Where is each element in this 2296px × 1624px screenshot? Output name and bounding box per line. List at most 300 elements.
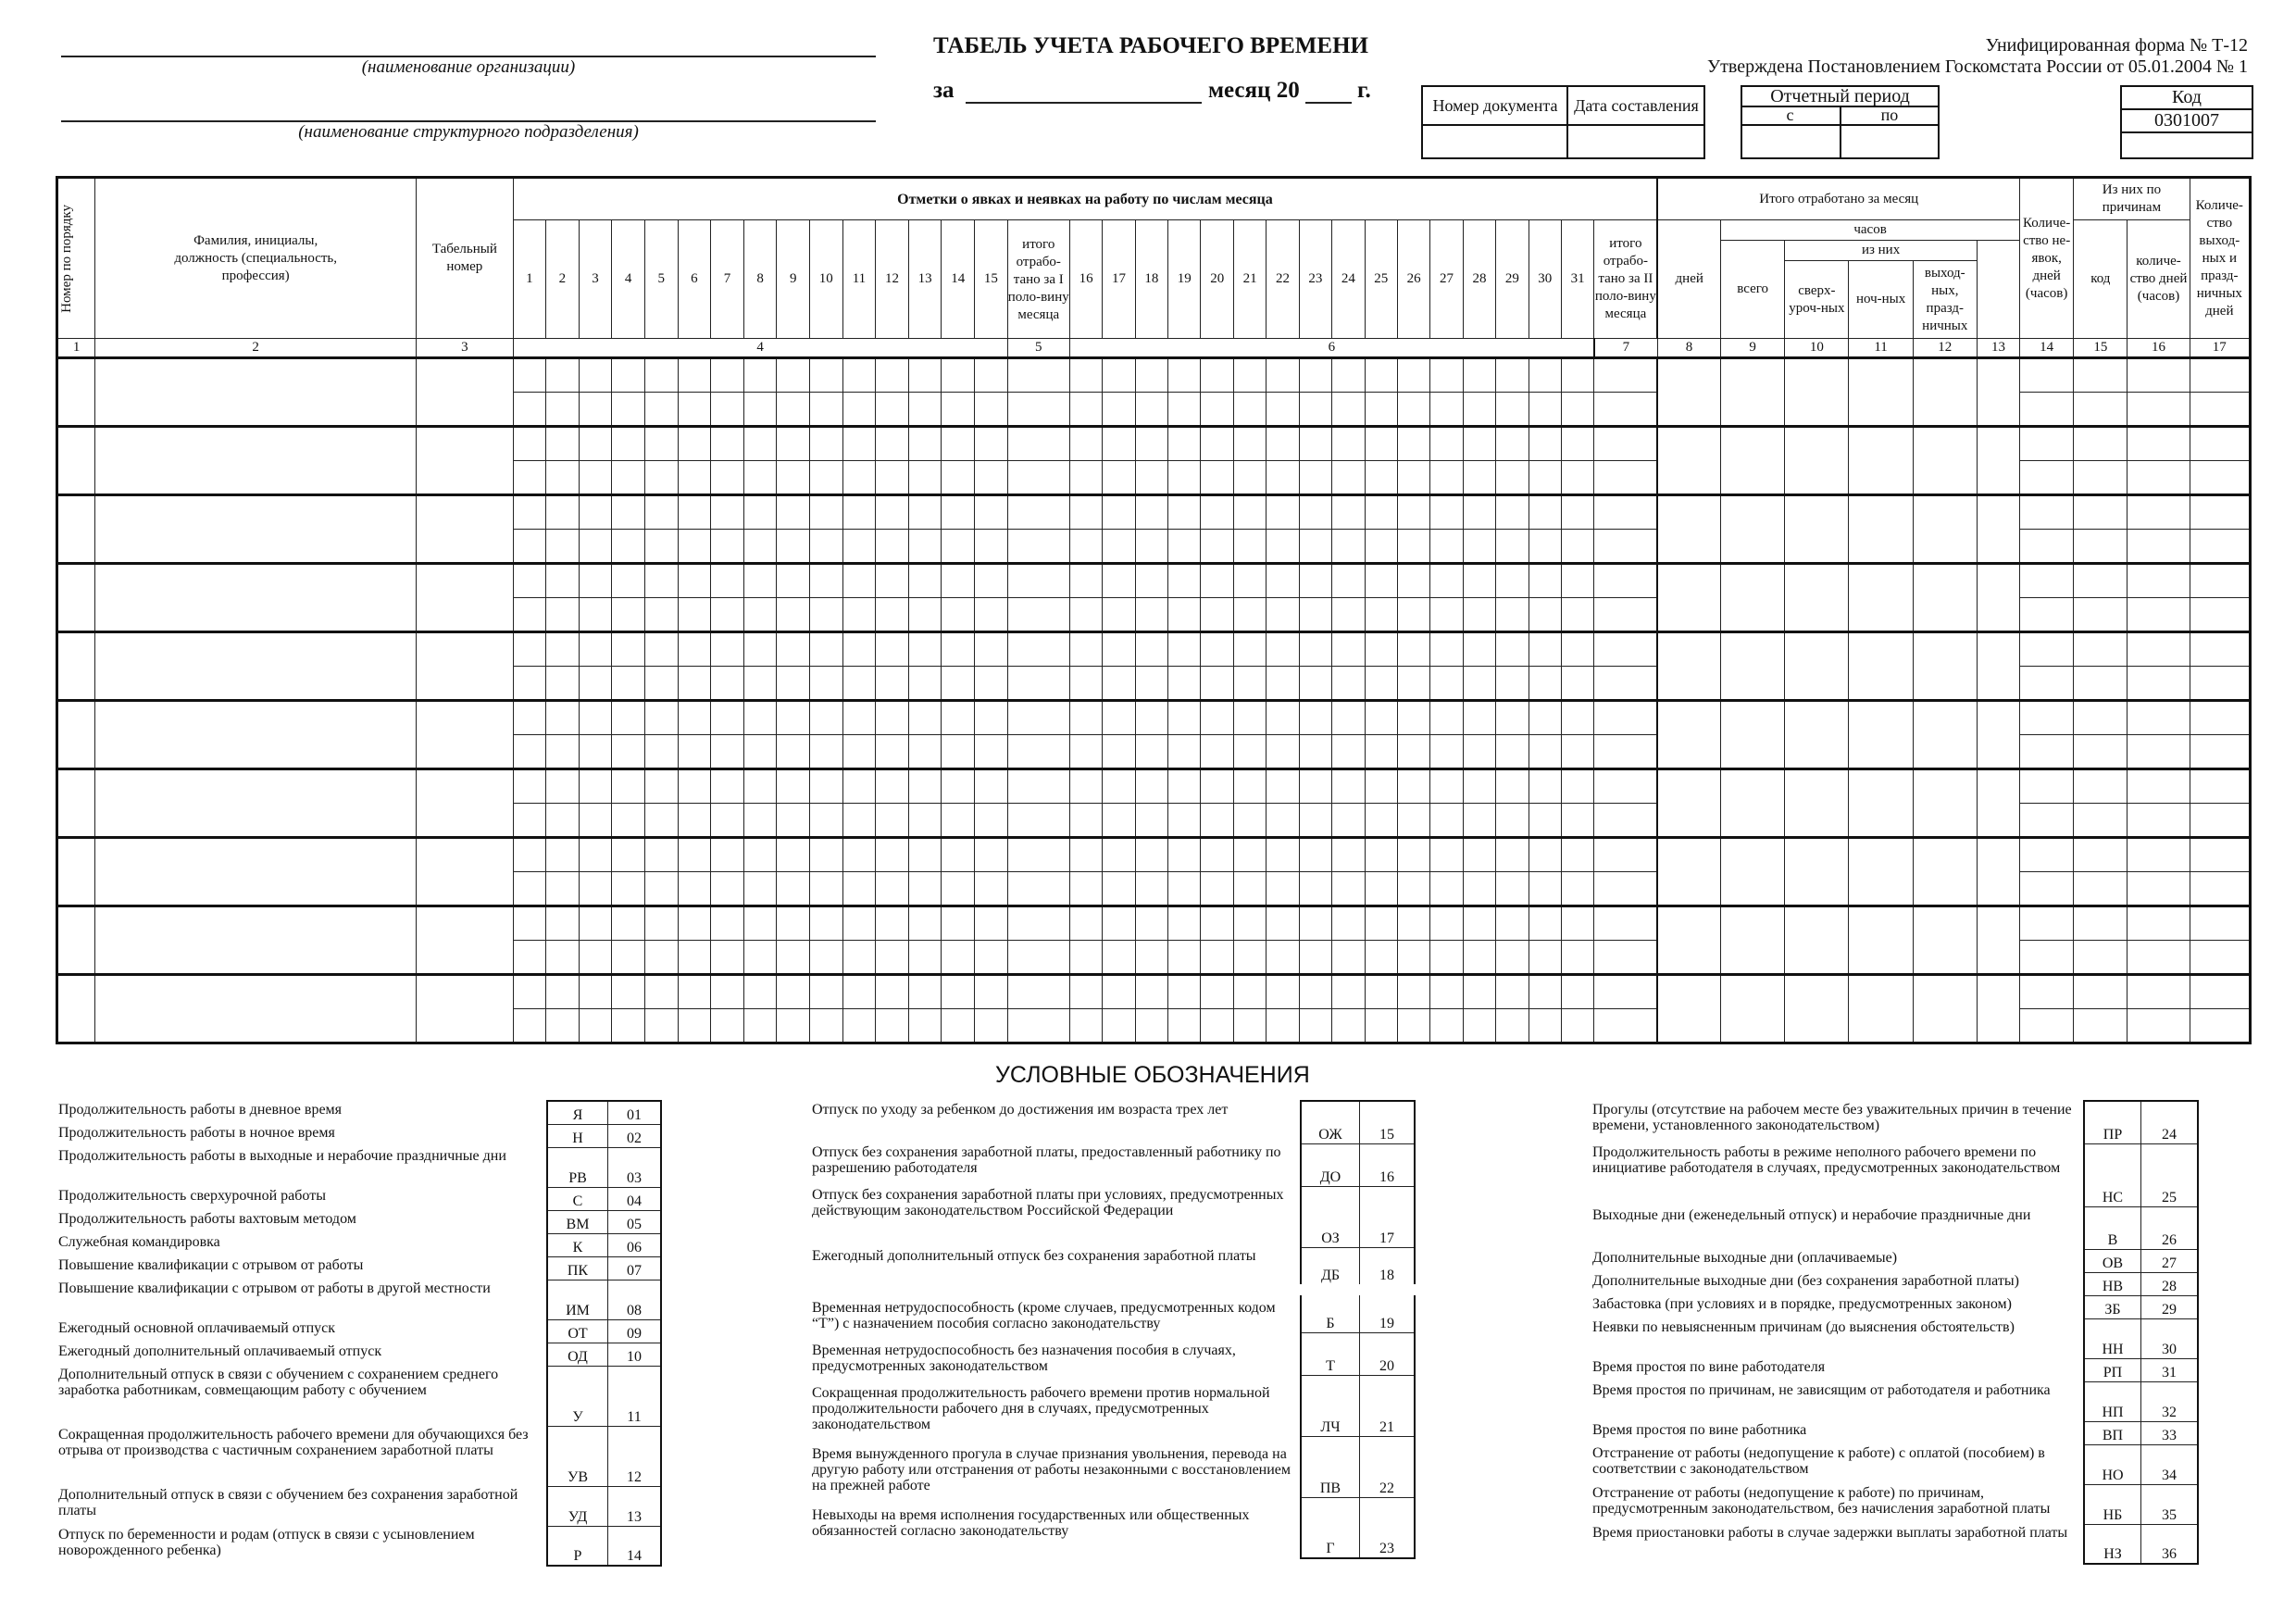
day-mark-cell[interactable] [842, 975, 876, 1009]
day-mark-cell[interactable] [1299, 769, 1331, 804]
half2-total-cell[interactable] [1594, 667, 1658, 701]
day-mark-cell[interactable] [1561, 667, 1593, 701]
row-number-cell[interactable] [57, 701, 95, 769]
day-mark-cell[interactable] [1135, 941, 1167, 975]
day-mark-cell[interactable] [1299, 530, 1331, 564]
day-mark-cell[interactable] [1069, 804, 1102, 838]
day-mark-cell[interactable] [1463, 564, 1495, 598]
month-total-cell[interactable] [1721, 769, 1785, 838]
day-mark-cell[interactable] [1332, 1009, 1365, 1043]
absence-cell[interactable] [2020, 872, 2074, 906]
day-mark-cell[interactable] [942, 735, 975, 769]
day-mark-cell[interactable] [942, 769, 975, 804]
day-mark-cell[interactable] [678, 564, 711, 598]
day-mark-cell[interactable] [1267, 735, 1299, 769]
half1-total-cell[interactable] [1007, 393, 1069, 427]
day-mark-cell[interactable] [1463, 358, 1495, 393]
day-mark-cell[interactable] [711, 941, 744, 975]
absence-cell[interactable] [2128, 701, 2190, 735]
day-mark-cell[interactable] [908, 838, 942, 872]
day-mark-cell[interactable] [777, 735, 810, 769]
day-mark-cell[interactable] [678, 872, 711, 906]
day-mark-cell[interactable] [1201, 804, 1233, 838]
row-number-cell[interactable] [57, 358, 95, 427]
day-mark-cell[interactable] [908, 564, 942, 598]
day-mark-cell[interactable] [1267, 427, 1299, 461]
day-mark-cell[interactable] [743, 393, 777, 427]
day-mark-cell[interactable] [810, 598, 843, 632]
day-mark-cell[interactable] [1201, 1009, 1233, 1043]
day-mark-cell[interactable] [1103, 941, 1135, 975]
half2-total-cell[interactable] [1594, 1009, 1658, 1043]
day-mark-cell[interactable] [942, 358, 975, 393]
month-total-cell[interactable] [1657, 975, 1720, 1043]
day-mark-cell[interactable] [1299, 564, 1331, 598]
day-mark-cell[interactable] [1365, 495, 1397, 530]
day-mark-cell[interactable] [644, 1009, 678, 1043]
day-mark-cell[interactable] [876, 461, 909, 495]
day-mark-cell[interactable] [513, 358, 546, 393]
day-mark-cell[interactable] [612, 461, 645, 495]
day-mark-cell[interactable] [1496, 1009, 1529, 1043]
day-mark-cell[interactable] [644, 838, 678, 872]
month-total-cell[interactable] [1849, 632, 1913, 701]
day-mark-cell[interactable] [1201, 358, 1233, 393]
day-mark-cell[interactable] [1496, 358, 1529, 393]
day-mark-cell[interactable] [810, 701, 843, 735]
month-total-cell[interactable] [1657, 632, 1720, 701]
month-total-cell[interactable] [1785, 838, 1849, 906]
day-mark-cell[interactable] [513, 975, 546, 1009]
absence-cell[interactable] [2074, 975, 2128, 1009]
day-mark-cell[interactable] [975, 564, 1008, 598]
day-mark-cell[interactable] [1135, 427, 1167, 461]
day-mark-cell[interactable] [908, 427, 942, 461]
day-mark-cell[interactable] [942, 461, 975, 495]
day-mark-cell[interactable] [1430, 975, 1463, 1009]
day-mark-cell[interactable] [644, 735, 678, 769]
day-mark-cell[interactable] [1168, 427, 1201, 461]
day-mark-cell[interactable] [612, 975, 645, 1009]
day-mark-cell[interactable] [942, 872, 975, 906]
day-mark-cell[interactable] [1201, 598, 1233, 632]
month-total-cell[interactable] [1721, 427, 1785, 495]
day-mark-cell[interactable] [743, 975, 777, 1009]
half1-total-cell[interactable] [1007, 358, 1069, 393]
day-mark-cell[interactable] [810, 530, 843, 564]
day-mark-cell[interactable] [644, 701, 678, 735]
day-mark-cell[interactable] [777, 461, 810, 495]
day-mark-cell[interactable] [1397, 872, 1429, 906]
day-mark-cell[interactable] [711, 667, 744, 701]
day-mark-cell[interactable] [546, 941, 580, 975]
day-mark-cell[interactable] [1561, 393, 1593, 427]
day-mark-cell[interactable] [1430, 495, 1463, 530]
day-mark-cell[interactable] [678, 769, 711, 804]
day-mark-cell[interactable] [1529, 838, 1561, 872]
month-line[interactable] [966, 102, 1202, 104]
day-mark-cell[interactable] [1332, 564, 1365, 598]
day-mark-cell[interactable] [1135, 1009, 1167, 1043]
half1-total-cell[interactable] [1007, 564, 1069, 598]
day-mark-cell[interactable] [1561, 530, 1593, 564]
day-mark-cell[interactable] [546, 461, 580, 495]
day-mark-cell[interactable] [777, 941, 810, 975]
day-mark-cell[interactable] [842, 735, 876, 769]
day-mark-cell[interactable] [975, 393, 1008, 427]
absence-cell[interactable] [2020, 1009, 2074, 1043]
absence-cell[interactable] [2020, 461, 2074, 495]
day-mark-cell[interactable] [975, 872, 1008, 906]
month-total-cell[interactable] [1913, 975, 1977, 1043]
day-mark-cell[interactable] [1267, 495, 1299, 530]
absence-cell[interactable] [2074, 667, 2128, 701]
day-mark-cell[interactable] [1201, 393, 1233, 427]
day-mark-cell[interactable] [711, 358, 744, 393]
day-mark-cell[interactable] [513, 1009, 546, 1043]
day-mark-cell[interactable] [810, 393, 843, 427]
day-mark-cell[interactable] [1397, 735, 1429, 769]
day-mark-cell[interactable] [1529, 769, 1561, 804]
day-mark-cell[interactable] [1103, 804, 1135, 838]
tab-number-cell[interactable] [417, 701, 513, 769]
day-mark-cell[interactable] [1496, 941, 1529, 975]
day-mark-cell[interactable] [777, 427, 810, 461]
day-mark-cell[interactable] [612, 564, 645, 598]
day-mark-cell[interactable] [1069, 495, 1102, 530]
day-mark-cell[interactable] [810, 804, 843, 838]
day-mark-cell[interactable] [644, 632, 678, 667]
day-mark-cell[interactable] [711, 701, 744, 735]
day-mark-cell[interactable] [1168, 838, 1201, 872]
day-mark-cell[interactable] [1233, 735, 1266, 769]
day-mark-cell[interactable] [975, 906, 1008, 941]
day-mark-cell[interactable] [743, 461, 777, 495]
day-mark-cell[interactable] [1233, 667, 1266, 701]
day-mark-cell[interactable] [1267, 632, 1299, 667]
month-total-cell[interactable] [1785, 495, 1849, 564]
day-mark-cell[interactable] [1069, 461, 1102, 495]
day-mark-cell[interactable] [1168, 495, 1201, 530]
month-total-cell[interactable] [1913, 427, 1977, 495]
day-mark-cell[interactable] [876, 632, 909, 667]
day-mark-cell[interactable] [1496, 701, 1529, 735]
day-mark-cell[interactable] [1365, 427, 1397, 461]
day-mark-cell[interactable] [1430, 872, 1463, 906]
absence-cell[interactable] [2074, 872, 2128, 906]
day-mark-cell[interactable] [579, 975, 612, 1009]
day-mark-cell[interactable] [975, 667, 1008, 701]
day-mark-cell[interactable] [842, 495, 876, 530]
absence-cell[interactable] [2128, 427, 2190, 461]
day-mark-cell[interactable] [908, 358, 942, 393]
day-mark-cell[interactable] [876, 495, 909, 530]
employee-name-cell[interactable] [95, 564, 417, 632]
day-mark-cell[interactable] [1135, 701, 1167, 735]
day-mark-cell[interactable] [1069, 701, 1102, 735]
day-mark-cell[interactable] [1201, 769, 1233, 804]
day-mark-cell[interactable] [777, 804, 810, 838]
day-mark-cell[interactable] [1529, 530, 1561, 564]
day-mark-cell[interactable] [1529, 564, 1561, 598]
day-mark-cell[interactable] [1365, 393, 1397, 427]
day-mark-cell[interactable] [1365, 872, 1397, 906]
day-mark-cell[interactable] [1332, 975, 1365, 1009]
month-total-cell[interactable] [1977, 495, 2019, 564]
day-mark-cell[interactable] [810, 906, 843, 941]
day-mark-cell[interactable] [1496, 804, 1529, 838]
day-mark-cell[interactable] [777, 838, 810, 872]
day-mark-cell[interactable] [876, 975, 909, 1009]
half2-total-cell[interactable] [1594, 393, 1658, 427]
day-mark-cell[interactable] [644, 530, 678, 564]
absence-cell[interactable] [2020, 941, 2074, 975]
absence-cell[interactable] [2190, 769, 2250, 804]
day-mark-cell[interactable] [1201, 941, 1233, 975]
day-mark-cell[interactable] [1233, 564, 1266, 598]
day-mark-cell[interactable] [1267, 941, 1299, 975]
day-mark-cell[interactable] [1267, 393, 1299, 427]
day-mark-cell[interactable] [546, 393, 580, 427]
day-mark-cell[interactable] [1135, 564, 1167, 598]
day-mark-cell[interactable] [1233, 941, 1266, 975]
day-mark-cell[interactable] [1430, 906, 1463, 941]
absence-cell[interactable] [2074, 632, 2128, 667]
day-mark-cell[interactable] [678, 427, 711, 461]
day-mark-cell[interactable] [1299, 735, 1331, 769]
day-mark-cell[interactable] [1201, 735, 1233, 769]
day-mark-cell[interactable] [876, 735, 909, 769]
month-total-cell[interactable] [1721, 975, 1785, 1043]
tab-number-cell[interactable] [417, 358, 513, 427]
day-mark-cell[interactable] [513, 872, 546, 906]
day-mark-cell[interactable] [777, 358, 810, 393]
half1-total-cell[interactable] [1007, 667, 1069, 701]
day-mark-cell[interactable] [743, 838, 777, 872]
day-mark-cell[interactable] [579, 495, 612, 530]
day-mark-cell[interactable] [777, 564, 810, 598]
day-mark-cell[interactable] [975, 530, 1008, 564]
day-mark-cell[interactable] [579, 598, 612, 632]
day-mark-cell[interactable] [1463, 701, 1495, 735]
absence-cell[interactable] [2074, 906, 2128, 941]
day-mark-cell[interactable] [1397, 564, 1429, 598]
day-mark-cell[interactable] [1135, 530, 1167, 564]
month-total-cell[interactable] [1657, 358, 1720, 427]
day-mark-cell[interactable] [1332, 667, 1365, 701]
absence-cell[interactable] [2128, 598, 2190, 632]
month-total-cell[interactable] [1913, 495, 1977, 564]
day-mark-cell[interactable] [1201, 838, 1233, 872]
day-mark-cell[interactable] [513, 769, 546, 804]
day-mark-cell[interactable] [1267, 530, 1299, 564]
day-mark-cell[interactable] [1233, 804, 1266, 838]
day-mark-cell[interactable] [1135, 598, 1167, 632]
day-mark-cell[interactable] [1103, 906, 1135, 941]
day-mark-cell[interactable] [546, 701, 580, 735]
day-mark-cell[interactable] [1397, 393, 1429, 427]
day-mark-cell[interactable] [1561, 598, 1593, 632]
day-mark-cell[interactable] [975, 358, 1008, 393]
day-mark-cell[interactable] [711, 427, 744, 461]
day-mark-cell[interactable] [876, 530, 909, 564]
day-mark-cell[interactable] [1430, 838, 1463, 872]
day-mark-cell[interactable] [1299, 461, 1331, 495]
day-mark-cell[interactable] [1103, 564, 1135, 598]
day-mark-cell[interactable] [1332, 358, 1365, 393]
day-mark-cell[interactable] [1332, 906, 1365, 941]
day-mark-cell[interactable] [1430, 667, 1463, 701]
day-mark-cell[interactable] [1397, 632, 1429, 667]
day-mark-cell[interactable] [810, 838, 843, 872]
day-mark-cell[interactable] [1397, 530, 1429, 564]
day-mark-cell[interactable] [1233, 530, 1266, 564]
day-mark-cell[interactable] [711, 393, 744, 427]
day-mark-cell[interactable] [711, 564, 744, 598]
day-mark-cell[interactable] [1069, 975, 1102, 1009]
day-mark-cell[interactable] [1365, 941, 1397, 975]
day-mark-cell[interactable] [1069, 564, 1102, 598]
month-total-cell[interactable] [1721, 906, 1785, 975]
absence-cell[interactable] [2020, 427, 2074, 461]
day-mark-cell[interactable] [1135, 975, 1167, 1009]
month-total-cell[interactable] [1657, 495, 1720, 564]
day-mark-cell[interactable] [612, 872, 645, 906]
day-mark-cell[interactable] [908, 393, 942, 427]
day-mark-cell[interactable] [1069, 769, 1102, 804]
day-mark-cell[interactable] [876, 393, 909, 427]
half1-total-cell[interactable] [1007, 1009, 1069, 1043]
day-mark-cell[interactable] [711, 461, 744, 495]
day-mark-cell[interactable] [1397, 701, 1429, 735]
day-mark-cell[interactable] [711, 1009, 744, 1043]
absence-cell[interactable] [2128, 769, 2190, 804]
half2-total-cell[interactable] [1594, 358, 1658, 393]
day-mark-cell[interactable] [1168, 358, 1201, 393]
half1-total-cell[interactable] [1007, 461, 1069, 495]
day-mark-cell[interactable] [678, 906, 711, 941]
day-mark-cell[interactable] [546, 564, 580, 598]
day-mark-cell[interactable] [612, 906, 645, 941]
month-total-cell[interactable] [1913, 358, 1977, 427]
day-mark-cell[interactable] [1103, 530, 1135, 564]
absence-cell[interactable] [2020, 804, 2074, 838]
day-mark-cell[interactable] [1430, 632, 1463, 667]
month-total-cell[interactable] [1849, 838, 1913, 906]
day-mark-cell[interactable] [1267, 1009, 1299, 1043]
day-mark-cell[interactable] [1168, 530, 1201, 564]
day-mark-cell[interactable] [546, 906, 580, 941]
day-mark-cell[interactable] [513, 701, 546, 735]
day-mark-cell[interactable] [612, 427, 645, 461]
day-mark-cell[interactable] [975, 461, 1008, 495]
month-total-cell[interactable] [1657, 701, 1720, 769]
day-mark-cell[interactable] [513, 667, 546, 701]
day-mark-cell[interactable] [711, 975, 744, 1009]
absence-cell[interactable] [2074, 735, 2128, 769]
day-mark-cell[interactable] [678, 804, 711, 838]
day-mark-cell[interactable] [975, 427, 1008, 461]
day-mark-cell[interactable] [876, 1009, 909, 1043]
day-mark-cell[interactable] [743, 427, 777, 461]
day-mark-cell[interactable] [644, 872, 678, 906]
day-mark-cell[interactable] [1529, 358, 1561, 393]
day-mark-cell[interactable] [1332, 735, 1365, 769]
day-mark-cell[interactable] [810, 495, 843, 530]
day-mark-cell[interactable] [1332, 393, 1365, 427]
day-mark-cell[interactable] [1135, 906, 1167, 941]
month-total-cell[interactable] [1785, 358, 1849, 427]
half1-total-cell[interactable] [1007, 941, 1069, 975]
day-mark-cell[interactable] [1561, 906, 1593, 941]
day-mark-cell[interactable] [1267, 461, 1299, 495]
absence-cell[interactable] [2020, 838, 2074, 872]
absence-cell[interactable] [2128, 632, 2190, 667]
row-number-cell[interactable] [57, 906, 95, 975]
day-mark-cell[interactable] [644, 393, 678, 427]
day-mark-cell[interactable] [842, 358, 876, 393]
day-mark-cell[interactable] [644, 358, 678, 393]
day-mark-cell[interactable] [1069, 872, 1102, 906]
day-mark-cell[interactable] [1496, 393, 1529, 427]
day-mark-cell[interactable] [1103, 632, 1135, 667]
absence-cell[interactable] [2074, 941, 2128, 975]
day-mark-cell[interactable] [513, 427, 546, 461]
day-mark-cell[interactable] [1529, 667, 1561, 701]
absence-cell[interactable] [2074, 804, 2128, 838]
day-mark-cell[interactable] [513, 495, 546, 530]
day-mark-cell[interactable] [1103, 427, 1135, 461]
day-mark-cell[interactable] [1561, 632, 1593, 667]
day-mark-cell[interactable] [743, 769, 777, 804]
day-mark-cell[interactable] [1069, 427, 1102, 461]
tab-number-cell[interactable] [417, 632, 513, 701]
day-mark-cell[interactable] [1103, 598, 1135, 632]
day-mark-cell[interactable] [612, 701, 645, 735]
month-total-cell[interactable] [1849, 495, 1913, 564]
day-mark-cell[interactable] [612, 769, 645, 804]
month-total-cell[interactable] [1849, 701, 1913, 769]
day-mark-cell[interactable] [1135, 872, 1167, 906]
day-mark-cell[interactable] [908, 872, 942, 906]
day-mark-cell[interactable] [1397, 941, 1429, 975]
month-total-cell[interactable] [1849, 906, 1913, 975]
day-mark-cell[interactable] [1168, 872, 1201, 906]
month-total-cell[interactable] [1977, 769, 2019, 838]
day-mark-cell[interactable] [579, 804, 612, 838]
day-mark-cell[interactable] [644, 598, 678, 632]
day-mark-cell[interactable] [1332, 495, 1365, 530]
day-mark-cell[interactable] [876, 906, 909, 941]
day-mark-cell[interactable] [1332, 598, 1365, 632]
day-mark-cell[interactable] [678, 701, 711, 735]
absence-cell[interactable] [2128, 358, 2190, 393]
half2-total-cell[interactable] [1594, 598, 1658, 632]
day-mark-cell[interactable] [1332, 838, 1365, 872]
day-mark-cell[interactable] [975, 1009, 1008, 1043]
year-line[interactable] [1305, 102, 1352, 104]
absence-cell[interactable] [2128, 564, 2190, 598]
day-mark-cell[interactable] [513, 735, 546, 769]
day-mark-cell[interactable] [1267, 838, 1299, 872]
absence-cell[interactable] [2128, 804, 2190, 838]
day-mark-cell[interactable] [711, 735, 744, 769]
tab-number-cell[interactable] [417, 427, 513, 495]
day-mark-cell[interactable] [1496, 975, 1529, 1009]
day-mark-cell[interactable] [678, 461, 711, 495]
day-mark-cell[interactable] [1233, 906, 1266, 941]
day-mark-cell[interactable] [942, 564, 975, 598]
